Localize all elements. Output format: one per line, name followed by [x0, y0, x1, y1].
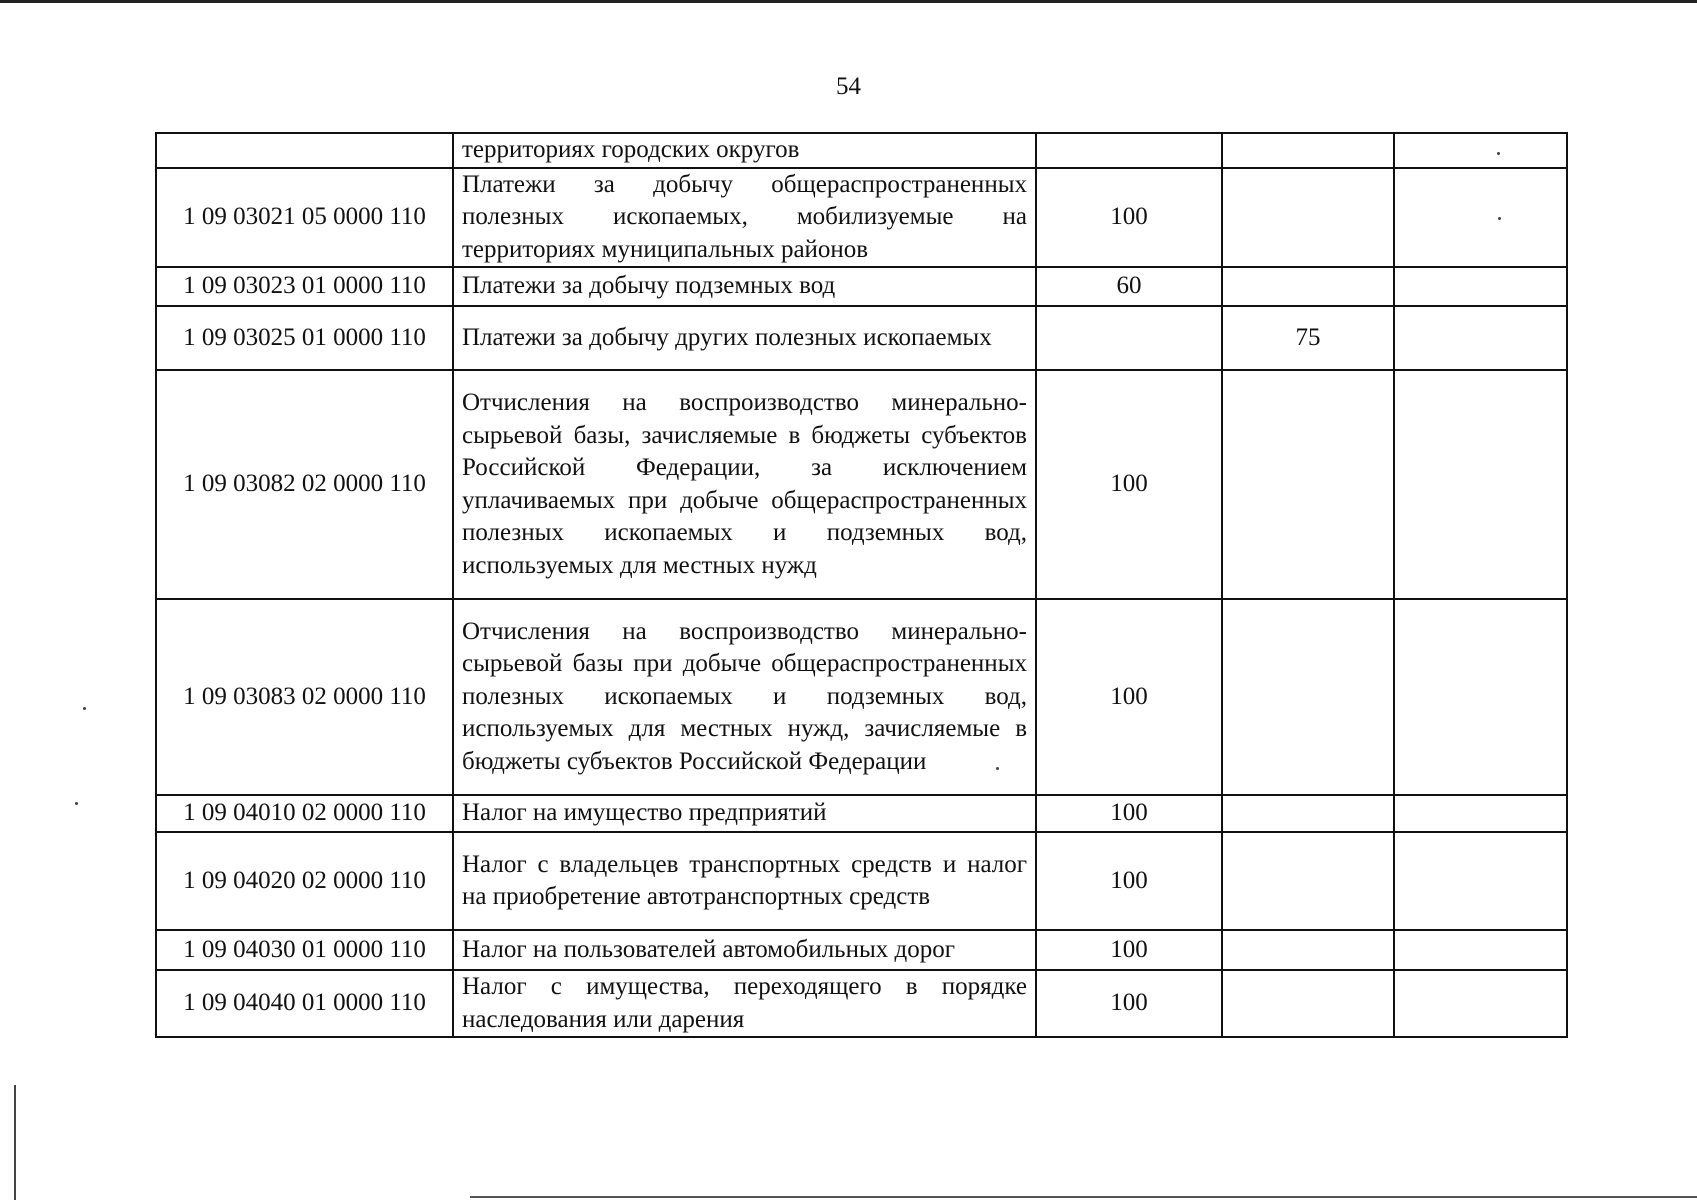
row-description: Налог на имущество предприятий [453, 795, 1036, 832]
row-code [156, 133, 453, 168]
row-value-col2 [1222, 133, 1394, 168]
row-value-col1: 100 [1036, 599, 1222, 795]
row-code: 1 09 04030 01 0000 110 [156, 930, 453, 970]
row-value-col2 [1222, 370, 1394, 599]
row-value-col1 [1036, 306, 1222, 370]
table-row [156, 306, 1567, 370]
scan-speck [75, 802, 78, 805]
row-code: 1 09 03082 02 0000 110 [156, 370, 453, 599]
row-value-col1 [1036, 133, 1222, 168]
revenue-table [155, 132, 1568, 1038]
top-border-line [0, 0, 1697, 3]
row-value-col3 [1394, 370, 1567, 599]
row-value-col1: 100 [1036, 370, 1222, 599]
row-description: Платежи за добычу общераспространенных полезных ископаемых, мобилизуемые на территориях муниципальных районов [453, 168, 1036, 268]
row-value-col1: 100 [1036, 930, 1222, 970]
row-value-col1: 100 [1036, 970, 1222, 1037]
table-row [156, 168, 1567, 268]
row-value-col2 [1222, 168, 1394, 268]
left-margin-line [14, 1085, 16, 1200]
scan-speck [996, 767, 999, 770]
table-row [156, 599, 1567, 795]
row-value-col2 [1222, 267, 1394, 306]
row-value-col2: 75 [1222, 306, 1394, 370]
row-value-col3 [1394, 133, 1567, 168]
row-value-col3 [1394, 306, 1567, 370]
table-row [156, 133, 1567, 168]
row-code: 1 09 03023 01 0000 110 [156, 267, 453, 306]
row-description: территориях городских округов [453, 133, 1036, 168]
row-value-col3 [1394, 599, 1567, 795]
row-code: 1 09 03083 02 0000 110 [156, 599, 453, 795]
row-value-col1: 100 [1036, 168, 1222, 268]
row-value-col3 [1394, 267, 1567, 306]
row-code: 1 09 04010 02 0000 110 [156, 795, 453, 832]
table-row [156, 930, 1567, 970]
table-row [156, 970, 1567, 1037]
page-number: 54 [836, 73, 861, 100]
scan-speck [1498, 217, 1501, 220]
row-description: Налог с владельцев транспортных средств и налог на приобретение автотранспортных средств [453, 832, 1036, 930]
row-value-col3 [1394, 168, 1567, 268]
scan-speck [1497, 152, 1500, 155]
row-value-col1: 100 [1036, 832, 1222, 930]
row-description: Отчисления на воспроизводство минерально-сырьевой базы, зачисляемые в бюджеты субъектов Российской Федерации, за исключением уплачиваемых при добыче общераспространенных полезных ископаемых и подземных вод, используемых для местных нужд [453, 370, 1036, 599]
row-value-col3 [1394, 930, 1567, 970]
row-value-col2 [1222, 832, 1394, 930]
row-code: 1 09 03025 01 0000 110 [156, 306, 453, 370]
row-value-col1: 60 [1036, 267, 1222, 306]
row-code: 1 09 04020 02 0000 110 [156, 832, 453, 930]
table-row [156, 795, 1567, 832]
row-value-col2 [1222, 970, 1394, 1037]
table-row [156, 832, 1567, 930]
row-description: Платежи за добычу подземных вод [453, 267, 1036, 306]
row-value-col2 [1222, 795, 1394, 832]
row-code: 1 09 04040 01 0000 110 [156, 970, 453, 1037]
row-value-col2 [1222, 599, 1394, 795]
row-description: Налог на пользователей автомобильных дорог [453, 930, 1036, 970]
row-value-col1: 100 [1036, 795, 1222, 832]
row-description: Платежи за добычу других полезных ископаемых [453, 306, 1036, 370]
row-description: Отчисления на воспроизводство минерально-сырьевой базы при добыче общераспространенных полезных ископаемых и подземных вод, используемых для местных нужд, зачисляемые в бюджеты субъектов Российской Федерации [453, 599, 1036, 795]
bottom-margin-line [470, 1196, 1697, 1198]
row-value-col3 [1394, 795, 1567, 832]
row-value-col3 [1394, 970, 1567, 1037]
row-description: Налог с имущества, переходящего в порядке наследования или дарения [453, 970, 1036, 1037]
table-row [156, 267, 1567, 306]
row-code: 1 09 03021 05 0000 110 [156, 168, 453, 268]
row-value-col3 [1394, 832, 1567, 930]
table-row [156, 370, 1567, 599]
scan-speck [83, 707, 86, 710]
row-value-col2 [1222, 930, 1394, 970]
